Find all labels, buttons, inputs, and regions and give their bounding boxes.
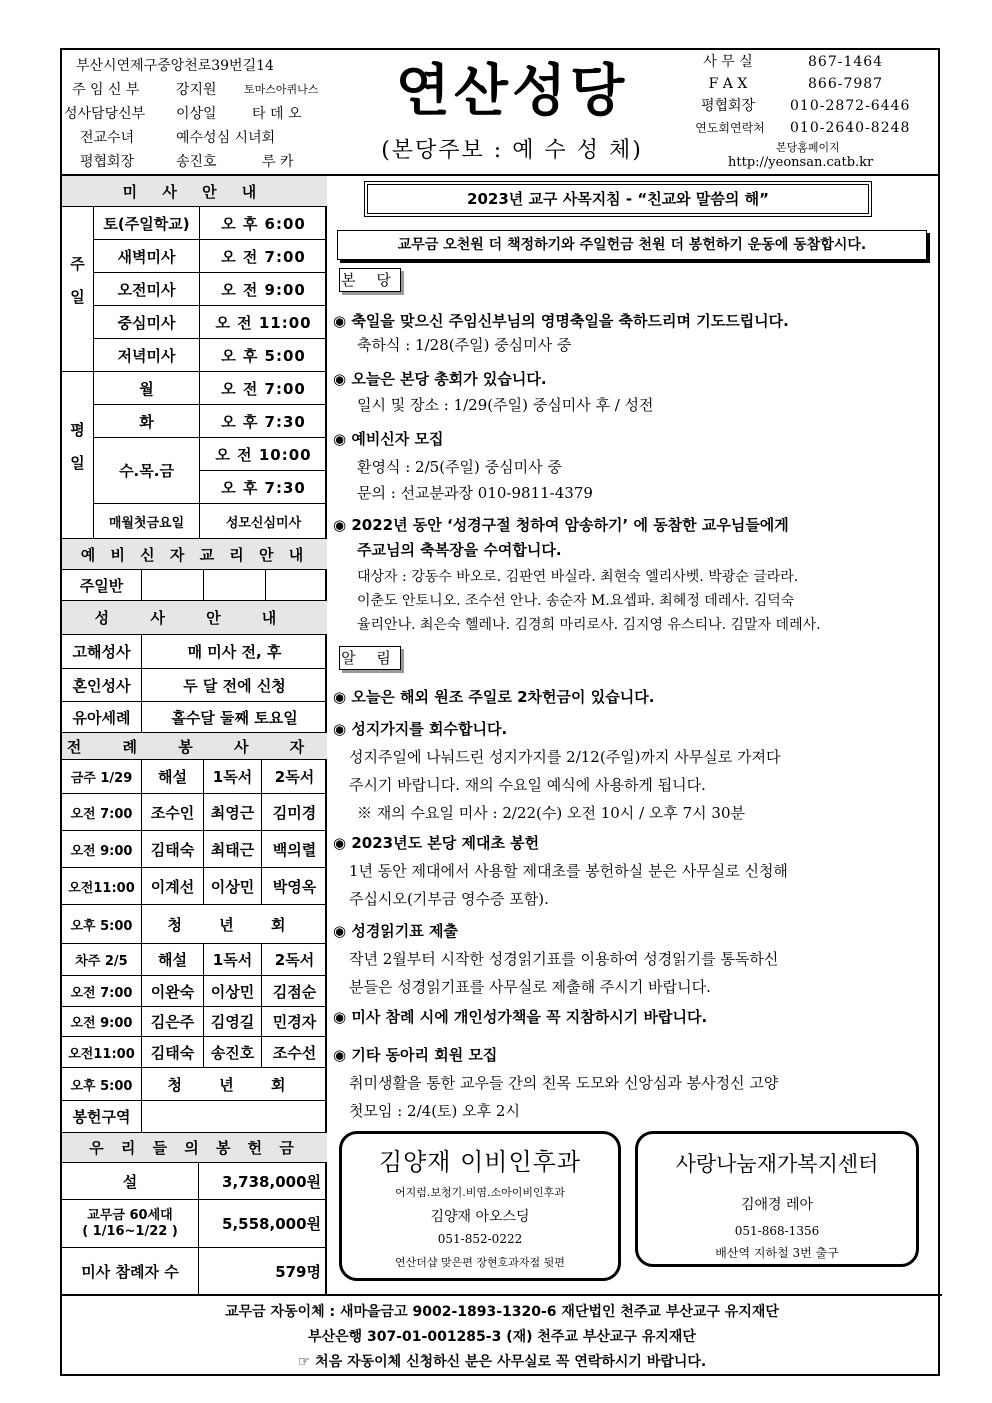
sunday-label: 주일 [62, 207, 94, 372]
catechumen-cell-1 [142, 570, 204, 601]
mass-heading: 미 사 안 내 [62, 176, 327, 207]
assistant-priest-name: 이상일 [176, 106, 217, 122]
ad-ent-clinic-doctor: 김양재 아오스딩 [430, 1209, 530, 1225]
council-phone: 010-2872-6446 [790, 98, 911, 114]
notice-bible-award-names-1: 대상자 : 강동수 바오로. 김판연 바실라. 최현숙 엘리사벳. 박광순 글라라. [357, 569, 799, 585]
week2-time-row3: 오전11:00 [62, 1037, 142, 1068]
footer-contact-note: ☞ 처음 자동이체 신청하신 분은 사무실로 꼭 연락하시기 바랍니다. [297, 1354, 707, 1370]
announce-palm-detail-2: 주시기 바랍니다. 재의 수요일 예식에 사용하게 됩니다. [349, 776, 706, 794]
announce-club-detail-2: 첫모임 : 2/4(토) 오후 2시 [349, 1102, 520, 1120]
week2-reading1-header: 1독서 [204, 944, 262, 976]
memorial-contact-label: 연도회연락처 [695, 121, 765, 135]
announcements-tag: 알 림 [339, 646, 401, 670]
week2-youth-group: 청 년 회 [142, 1068, 327, 1101]
mass-mon-name: 월 [94, 372, 200, 405]
first-friday-value: 성모신심미사 [200, 504, 327, 539]
announce-club-detail-1: 취미생활을 통한 교우들 간의 친목 도모와 신앙심과 봉사정신 고양 [349, 1074, 779, 1092]
announce-bible-reading-detail-1: 작년 2월부터 시작한 성경읽기표를 이용하여 성경읽기를 통독하신 [349, 950, 779, 968]
week1-time-row4: 오후 5:00 [62, 905, 142, 944]
bullet-icon: ◉ [333, 688, 347, 706]
week2-row1-reading2: 김점순 [262, 976, 327, 1007]
bullet-icon: ◉ [333, 922, 347, 940]
catechumen-cell-3 [266, 570, 327, 601]
notice-bible-award-title-2: 주교님의 축복장을 수여합니다. [357, 541, 562, 559]
week1-row3-reading2: 박영옥 [262, 868, 327, 905]
week1-row1-commentator: 조수인 [142, 794, 204, 831]
notice-catechumen-title: ◉ 예비신자 모집 [333, 430, 444, 448]
church-dues-label: 교무금 60세대 ( 1/16~1/22 ) [62, 1200, 199, 1248]
fax-label: F A X [708, 76, 748, 92]
announce-bible-reading-detail-2: 분들은 성경읽기표를 사무실로 제출해 주시기 바랍니다. [349, 978, 711, 996]
week2-time-row4: 오후 5:00 [62, 1068, 142, 1101]
week2-row3-reading1: 송진호 [204, 1037, 262, 1068]
catechumen-heading: 예 비 신 자 교 리 안 내 [62, 539, 327, 570]
ad-ent-clinic-title: 김양재 이비인후과 [378, 1148, 582, 1176]
week1-label: 금주 1/29 [62, 760, 142, 794]
mass-dawn-time: 오 전 7:00 [200, 240, 327, 273]
infant-baptism-label: 유아세례 [62, 702, 142, 733]
infant-baptism-value: 홀수달 둘째 토요일 [142, 702, 327, 733]
parish-title: 연산성당 [395, 59, 629, 124]
week1-row1-reading2: 김미경 [262, 794, 327, 831]
offering-area-label: 봉헌구역 [62, 1101, 142, 1133]
offering-seol-value: 3,738,000원 [199, 1163, 327, 1200]
pastoral-motto: 2023년 교구 사목지침 - “친교와 말씀의 해” [367, 184, 869, 214]
week2-row1-commentator: 이완숙 [142, 976, 204, 1007]
announce-palm-title: ◉ 성지가지를 회수합니다. [333, 720, 508, 738]
assistant-priest-title: 성사담당신부 [64, 106, 146, 122]
week2-time-row1: 오전 7:00 [62, 976, 142, 1007]
mass-mon-time: 오 전 7:00 [200, 372, 327, 405]
week1-youth-group: 청 년 회 [142, 905, 327, 944]
council-president-name: 송진호 [176, 154, 217, 170]
bullet-icon: ◉ [333, 516, 347, 534]
announce-candle-title: ◉ 2023년도 본당 제대초 봉헌 [333, 834, 540, 852]
week1-row2-reading2: 백의렬 [262, 831, 327, 868]
week2-time-row2: 오전 9:00 [62, 1007, 142, 1037]
week1-row2-commentator: 김태숙 [142, 831, 204, 868]
memorial-contact-phone: 010-2640-8248 [790, 120, 911, 136]
ad-welfare-center [635, 1131, 919, 1267]
notice-bible-award-names-2: 이춘도 안토니오. 조수선 안나. 송순자 M.요셉파. 최혜정 데레사. 김덕숙 [357, 593, 795, 609]
weekday-label: 평일 [62, 372, 94, 539]
confession-value: 매 미사 전, 후 [142, 635, 327, 669]
council-president-baptismal-name: 루 카 [262, 154, 294, 170]
bullet-icon: ◉ [333, 312, 347, 330]
ad-ent-clinic-services: 어지럼.보청기.비염.소아이비인후과 [395, 1186, 565, 1199]
attendance-label: 미사 참례자 수 [62, 1248, 199, 1294]
week2-row3-reading2: 조수선 [262, 1037, 327, 1068]
mass-tue-name: 화 [94, 405, 200, 438]
mass-wed-fri-name: 수.목.금 [94, 438, 200, 504]
ad-ent-clinic-location: 연산더샵 맞은편 장현호과자점 뒷편 [395, 1256, 565, 1269]
announce-candle-detail-2: 주십시오(기부금 영수증 포함). [349, 890, 549, 908]
announce-collection-title: ◉ 오늘은 해외 원조 주일로 2차헌금이 있습니다. [333, 688, 655, 706]
ad-ent-clinic [339, 1131, 621, 1281]
pastor-name: 강지원 [176, 82, 217, 98]
confession-label: 고해성사 [62, 635, 142, 669]
ad-welfare-center-contact: 김애경 레아 [740, 1197, 814, 1213]
mass-tue-time: 오 후 7:30 [200, 405, 327, 438]
catechumen-cell-2 [204, 570, 266, 601]
bullet-icon: ◉ [333, 430, 347, 448]
mass-morning-time: 오 전 9:00 [200, 273, 327, 306]
servers-heading: 전 례 봉 사 자 [62, 733, 327, 760]
notice-assembly-detail: 일시 및 장소 : 1/29(주일) 중심미사 후 / 성전 [357, 396, 654, 414]
ad-ent-clinic-phone: 051-852-0222 [437, 1232, 523, 1246]
week2-row2-commentator: 김은주 [142, 1007, 204, 1037]
bullet-icon: ◉ [333, 1008, 347, 1026]
marriage-label: 혼인성사 [62, 669, 142, 702]
sister-title: 전교수녀 [80, 130, 135, 146]
mass-morning-name: 오전미사 [94, 273, 200, 306]
week1-reading2-header: 2독서 [262, 760, 327, 794]
offering-area-value [142, 1101, 327, 1133]
council-phone-label: 평협회장 [700, 98, 756, 114]
bullet-icon: ◉ [333, 720, 347, 738]
ad-welfare-center-title: 사랑나눔재가복지센터 [675, 1152, 879, 1176]
ad-welfare-center-location: 배산역 지하철 3번 출구 [715, 1246, 839, 1260]
sacrament-heading: 성 사 안 내 [62, 601, 327, 635]
sister-name: 예수성심 시녀회 [176, 130, 276, 146]
fax-number: 866-7987 [808, 76, 884, 92]
pastor-baptismal-name: 토마스아퀴나스 [244, 83, 319, 96]
assistant-priest-baptismal-name: 타 데 오 [252, 106, 302, 122]
announce-candle-detail-1: 1년 동안 제대에서 사용할 제대초를 봉헌하실 분은 사무실로 신청해 [349, 862, 788, 880]
parish-news-tag: 본 당 [339, 268, 401, 292]
week1-commentator-header: 해설 [142, 760, 204, 794]
week2-row2-reading1: 김영길 [204, 1007, 262, 1037]
notice-feast-title: ◉ 축일을 맞으신 주임신부님의 영명축일을 축하드리며 기도드립니다. [333, 312, 789, 330]
week2-row1-reading1: 이상민 [204, 976, 262, 1007]
mass-main-name: 중심미사 [94, 306, 200, 339]
notice-catechumen-detail-2: 문의 : 선교분과장 010-9811-4379 [357, 484, 593, 502]
pastor-title: 주 임 신 부 [72, 82, 140, 98]
mass-sat-name: 토(주일학교) [94, 207, 200, 240]
notice-bible-award-title: ◉ 2022년 동안 ‘성경구절 청하여 암송하기’ 에 동참한 교우님들에게 [333, 516, 789, 534]
footer-bank-info [62, 1294, 942, 1378]
week1-row3-commentator: 이계선 [142, 868, 204, 905]
mass-dawn-name: 새벽미사 [94, 240, 200, 273]
bullet-icon: ◉ [333, 370, 347, 388]
mass-evening-name: 저녁미사 [94, 339, 200, 372]
offering-heading: 우 리 들 의 봉 헌 금 [62, 1133, 327, 1163]
header-parish-info [62, 50, 362, 174]
dues-campaign-banner: 교무금 오천원 더 책정하기와 주일헌금 천원 더 봉헌하기 운동에 동참합시다. [337, 230, 927, 260]
marriage-value: 두 달 전에 신청 [142, 669, 327, 702]
homepage-link[interactable]: http://yeonsan.catb.kr [728, 155, 874, 170]
mass-sat-time: 오 후 6:00 [200, 207, 327, 240]
notice-bible-award-names-3: 율리안나. 최은숙 헬레나. 김경희 마리로사. 김지영 유스티나. 김말자 데레사. [357, 617, 821, 633]
bullet-icon: ◉ [333, 1046, 347, 1064]
announce-club-title: ◉ 기타 동아리 회원 모집 [333, 1046, 498, 1064]
first-friday-label: 매월첫금요일 [94, 504, 200, 539]
mass-evening-time: 오 후 5:00 [200, 339, 327, 372]
mass-wed-fri-time-1: 오 전 10:00 [200, 438, 327, 471]
bulletin-page [60, 48, 940, 1376]
offering-seol-label: 설 [62, 1163, 199, 1200]
bulletin-subtitle: (본당주보 : 예 수 성 체) [381, 138, 643, 163]
parish-address: 부산시연제구중앙천로39번길14 [76, 58, 274, 74]
bullet-icon: ◉ [333, 834, 347, 852]
week1-time-row2: 오전 9:00 [62, 831, 142, 868]
council-president-title: 평협회장 [80, 154, 135, 170]
notices-area [329, 176, 942, 1294]
week2-label: 차주 2/5 [62, 944, 142, 976]
notice-feast-detail: 축하식 : 1/28(주일) 중심미사 중 [357, 336, 572, 354]
notice-catechumen-detail-1: 환영식 : 2/5(주일) 중심미사 중 [357, 458, 562, 476]
church-dues-value: 5,558,000원 [199, 1200, 327, 1248]
footer-auto-transfer-line: 교무금 자동이체 : 새마을금고 9002-1893-1320-6 재단법인 천주교 부산교구 유지재단 [225, 1304, 779, 1320]
catechumen-sunday-label: 주일반 [62, 570, 142, 601]
week2-row3-commentator: 김태숙 [142, 1037, 204, 1068]
office-phone: 867-1464 [808, 54, 884, 70]
schedule-sidebar [62, 176, 327, 1294]
mass-main-time: 오 전 11:00 [200, 306, 327, 339]
announce-palm-detail-1: 성지주일에 나눠드린 성지가지를 2/12(주일)까지 사무실로 가져다 [349, 748, 781, 766]
ad-welfare-center-phone: 051-868-1356 [734, 1224, 820, 1238]
attendance-value: 579명 [275, 1262, 321, 1281]
week1-row2-reading1: 최태근 [204, 831, 262, 868]
announce-palm-detail-3: ※ 재의 수요일 미사 : 2/22(수) 오전 10시 / 오후 7시 30분 [357, 804, 746, 822]
week1-row3-reading1: 이상민 [204, 868, 262, 905]
footer-busan-bank-line: 부산은행 307-01-001285-3 (재) 천주교 부산교구 유지재단 [308, 1329, 696, 1345]
announce-hymnal-title: ◉ 미사 참례 시에 개인성가책을 꼭 지참하시기 바랍니다. [333, 1008, 708, 1026]
week2-reading2-header: 2독서 [262, 944, 327, 976]
week1-time-row1: 오전 7:00 [62, 794, 142, 831]
homepage-label: 본당홈페이지 [776, 141, 840, 154]
week1-reading1-header: 1독서 [204, 760, 262, 794]
week2-row2-reading2: 민경자 [262, 1007, 327, 1037]
announce-bible-reading-title: ◉ 성경읽기표 제출 [333, 922, 458, 940]
week1-time-row3: 오전11:00 [62, 868, 142, 905]
office-label: 사 무 실 [703, 54, 753, 70]
week2-commentator-header: 해설 [142, 944, 204, 976]
mass-wed-fri-time-2: 오 후 7:30 [200, 471, 327, 504]
week1-row1-reading1: 최영근 [204, 794, 262, 831]
notice-assembly-title: ◉ 오늘은 본당 총회가 있습니다. [333, 370, 547, 388]
header-contacts [662, 50, 942, 174]
